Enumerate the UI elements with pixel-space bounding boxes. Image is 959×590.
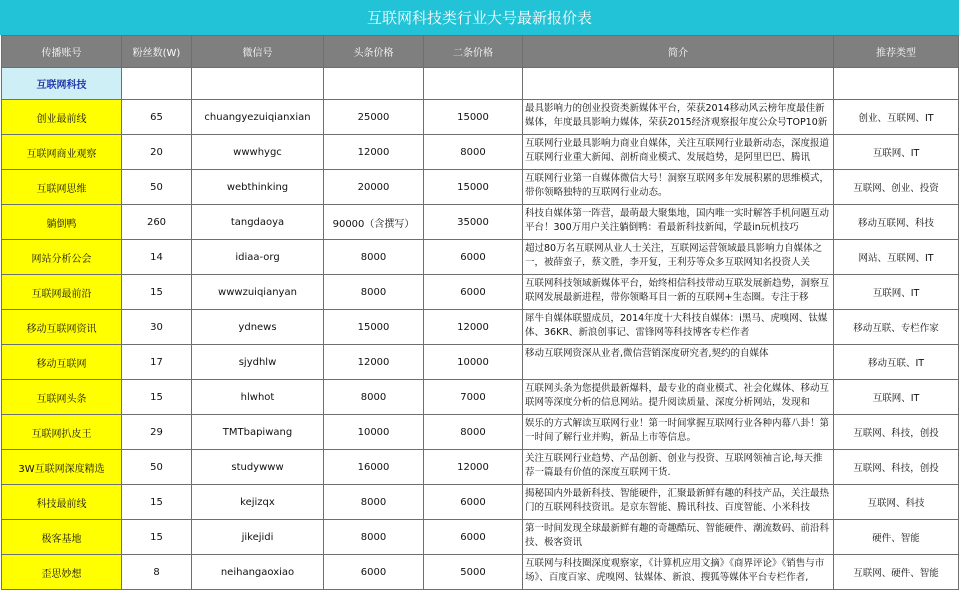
table-row [2,170,959,205]
intro-cell [523,100,834,135]
fans-cell: 15 [122,275,192,310]
intro-cell [523,205,834,240]
table-row [2,205,959,240]
intro-cell [523,345,834,380]
headline-price-cell: 20000 [324,170,424,205]
intro-cell [523,520,834,555]
fans-cell: 15 [122,380,192,415]
account-cell: 科技最前线 [2,485,122,520]
table-row [2,275,959,310]
second-price-cell: 12000 [424,450,523,485]
col-wechat: 微信号 [192,36,324,68]
fans-cell: 20 [122,135,192,170]
intro-text: 超过80万名互联网从业人士关注，互联网运营领域最具影响力自媒体之一，被薛蛮子，蔡文胜，李开复，王利芬等众多互联网知名投资人关 [525,243,823,268]
wechat-id-cell: TMTbapiwang [192,415,324,450]
type-cell: 互联网、IT [834,275,959,310]
fans-cell: 15 [122,520,192,555]
intro-cell [523,240,834,275]
intro-text: 揭秘国内外最新科技、智能硬件，汇聚最新鲜有趣的科技产品，关注最热门的互联网科技资讯。是京东智能、腾讯科技、百度智能、小米科技 [525,488,830,513]
type-cell: 移动互联、专栏作家 [834,310,959,345]
headline-price-cell: 15000 [324,310,424,345]
intro-text: 互联网行业第一自媒体微信大号！洞察互联网多年发展积累的思维模式，带你领略独特的互联网行业动态。 [525,173,830,198]
account-cell: 互联网最前沿 [2,275,122,310]
col-intro: 简介 [523,36,834,68]
headline-price-cell: 8000 [324,240,424,275]
category-label: 互联网科技 [2,68,122,100]
headline-price-cell: 10000 [324,415,424,450]
headline-price-cell: 25000 [324,100,424,135]
account-cell: 互联网头条 [2,380,122,415]
col-type: 推荐类型 [834,36,959,68]
second-price-cell: 8000 [424,135,523,170]
type-cell: 创业、互联网、IT [834,100,959,135]
intro-text: 最具影响力的创业投资类新媒体平台，荣获2014移动风云榜年度最佳新媒体，年度最具影响力媒体，荣获2015经济观察报年度公众号TOP10新 [525,103,828,128]
headline-price-cell: 8000 [324,275,424,310]
second-price-cell: 15000 [424,170,523,205]
second-price-cell: 8000 [424,415,523,450]
table-row [2,100,959,135]
fans-cell: 17 [122,345,192,380]
intro-text: 娱乐的方式解读互联网行业！第一时间掌握互联网行业各种内幕八卦！第一时间了解行业并购，新品上市等信息。 [525,418,830,443]
price-table [1,35,959,590]
intro-text: 互联网与科技圈深度观察家，《计算机应用文摘》《商界评论》《销售与市场》、百度百家、虎嗅网、钛媒体、新浪、搜狐等媒体平台专栏作者, [525,558,825,583]
account-cell: 互联网思维 [2,170,122,205]
table-row [2,485,959,520]
intro-text: 移动互联网资深从业者,微信营销深度研究者,契约的自媒体 [525,348,769,359]
wechat-id-cell: chuangyezuiqianxian [192,100,324,135]
second-price-cell: 5000 [424,555,523,590]
intro-text: 第一时间发现全球最新鲜有趣的奇趣酷玩、智能硬件、潮流数码、前沿科技、极客资讯 [525,523,830,548]
wechat-id-cell: kejizqx [192,485,324,520]
account-cell: 极客基地 [2,520,122,555]
intro-cell [523,275,834,310]
second-price-cell: 6000 [424,275,523,310]
type-cell: 互联网、创业、投资 [834,170,959,205]
second-price-cell: 6000 [424,485,523,520]
wechat-id-cell: sjydhlw [192,345,324,380]
second-price-cell: 6000 [424,240,523,275]
col-account: 传播账号 [2,36,122,68]
account-cell: 互联网商业观察 [2,135,122,170]
fans-cell: 50 [122,450,192,485]
intro-cell [523,450,834,485]
col-headline-price: 头条价格 [324,36,424,68]
account-cell: 躺倒鸭 [2,205,122,240]
headline-price-cell: 8000 [324,485,424,520]
second-price-cell: 15000 [424,100,523,135]
fans-cell: 65 [122,100,192,135]
headline-price-cell: 8000 [324,380,424,415]
type-cell: 互联网、科技，创投 [834,415,959,450]
type-cell: 互联网、科技，创投 [834,450,959,485]
wechat-id-cell: hlwhot [192,380,324,415]
wechat-id-cell: wwwhygc [192,135,324,170]
wechat-id-cell: tangdaoya [192,205,324,240]
headline-price-cell: 90000（含撰写） [324,205,424,240]
header-row [2,36,959,68]
wechat-id-cell: wwwzuiqianyan [192,275,324,310]
type-cell: 移动互联网、科技 [834,205,959,240]
fans-cell: 14 [122,240,192,275]
intro-text: 互联网行业最具影响力商业自媒体，关注互联网行业最新动态，深度报道互联网行业重大新闻、剖析商业模式、发展趋势，是阿里巴巴、腾讯 [525,138,830,163]
wechat-id-cell: neihangaoxiao [192,555,324,590]
fans-cell: 15 [122,485,192,520]
intro-text: 互联网科技领域新媒体平台，始终相信科技带动互联发展新趋势，洞察互联网发展最新进程，带你领略耳目一新的互联网+生态圈。专注于移 [525,278,830,303]
headline-price-cell: 16000 [324,450,424,485]
account-cell: 3W互联网深度精选 [2,450,122,485]
table-row [2,345,959,380]
fans-cell: 30 [122,310,192,345]
table-row [2,135,959,170]
intro-cell [523,380,834,415]
intro-cell [523,135,834,170]
sheet-title: 互联网科技类行业大号最新报价表 [0,0,959,35]
second-price-cell: 35000 [424,205,523,240]
fans-cell: 29 [122,415,192,450]
wechat-id-cell: jikejidi [192,520,324,555]
table-row [2,415,959,450]
intro-text: 犀牛自媒体联盟成员，2014年度十大科技自媒体：i黑马、虎嗅网、钛媒体、36KR、新浪创事记、雷锋网等科技博客专栏作者 [525,313,828,338]
second-price-cell: 12000 [424,310,523,345]
type-cell: 硬件、智能 [834,520,959,555]
type-cell: 互联网、IT [834,135,959,170]
type-cell: 互联网、IT [834,380,959,415]
headline-price-cell: 6000 [324,555,424,590]
table-row [2,310,959,345]
account-cell: 互联网扒皮王 [2,415,122,450]
wechat-id-cell: webthinking [192,170,324,205]
intro-text: 互联网头条为您提供最新爆料，最专业的商业模式、社会化媒体、移动互联网等深度分析的信息网站。提升阅读质量、深度分析网站，发现和 [525,383,830,408]
second-price-cell: 6000 [424,520,523,555]
col-fans: 粉丝数(W) [122,36,192,68]
type-cell: 移动互联、IT [834,345,959,380]
account-cell: 创业最前线 [2,100,122,135]
fans-cell: 50 [122,170,192,205]
account-cell: 移动互联网 [2,345,122,380]
intro-cell [523,555,834,590]
fans-cell: 260 [122,205,192,240]
intro-cell [523,485,834,520]
headline-price-cell: 8000 [324,520,424,555]
table-row [2,380,959,415]
second-price-cell: 10000 [424,345,523,380]
wechat-id-cell: studywww [192,450,324,485]
type-cell: 互联网、科技 [834,485,959,520]
type-cell: 互联网、硬件、智能 [834,555,959,590]
wechat-id-cell: ydnews [192,310,324,345]
intro-text: 科技自媒体第一阵营，最萌最大聚集地，国内唯一实时解答手机问题互动平台！300万用户关注躺倒鸭：看最新科技新闻，学最in玩机技巧 [525,208,830,233]
wechat-id-cell: idiaa-org [192,240,324,275]
intro-cell [523,415,834,450]
second-price-cell: 7000 [424,380,523,415]
col-second-price: 二条价格 [424,36,523,68]
category-row [2,68,959,100]
headline-price-cell: 12000 [324,345,424,380]
table-row [2,520,959,555]
type-cell: 网站、互联网、IT [834,240,959,275]
table-row [2,240,959,275]
fans-cell: 8 [122,555,192,590]
account-cell: 歪思妙想 [2,555,122,590]
table-row [2,555,959,590]
intro-cell [523,310,834,345]
account-cell: 网站分析公会 [2,240,122,275]
intro-cell [523,170,834,205]
account-cell: 移动互联网资讯 [2,310,122,345]
headline-price-cell: 12000 [324,135,424,170]
intro-text: 关注互联网行业趋势、产品创新、创业与投资、互联网领袖言论,每天推荐一篇最有价值的深度互联网干货. [525,453,823,478]
table-row [2,450,959,485]
